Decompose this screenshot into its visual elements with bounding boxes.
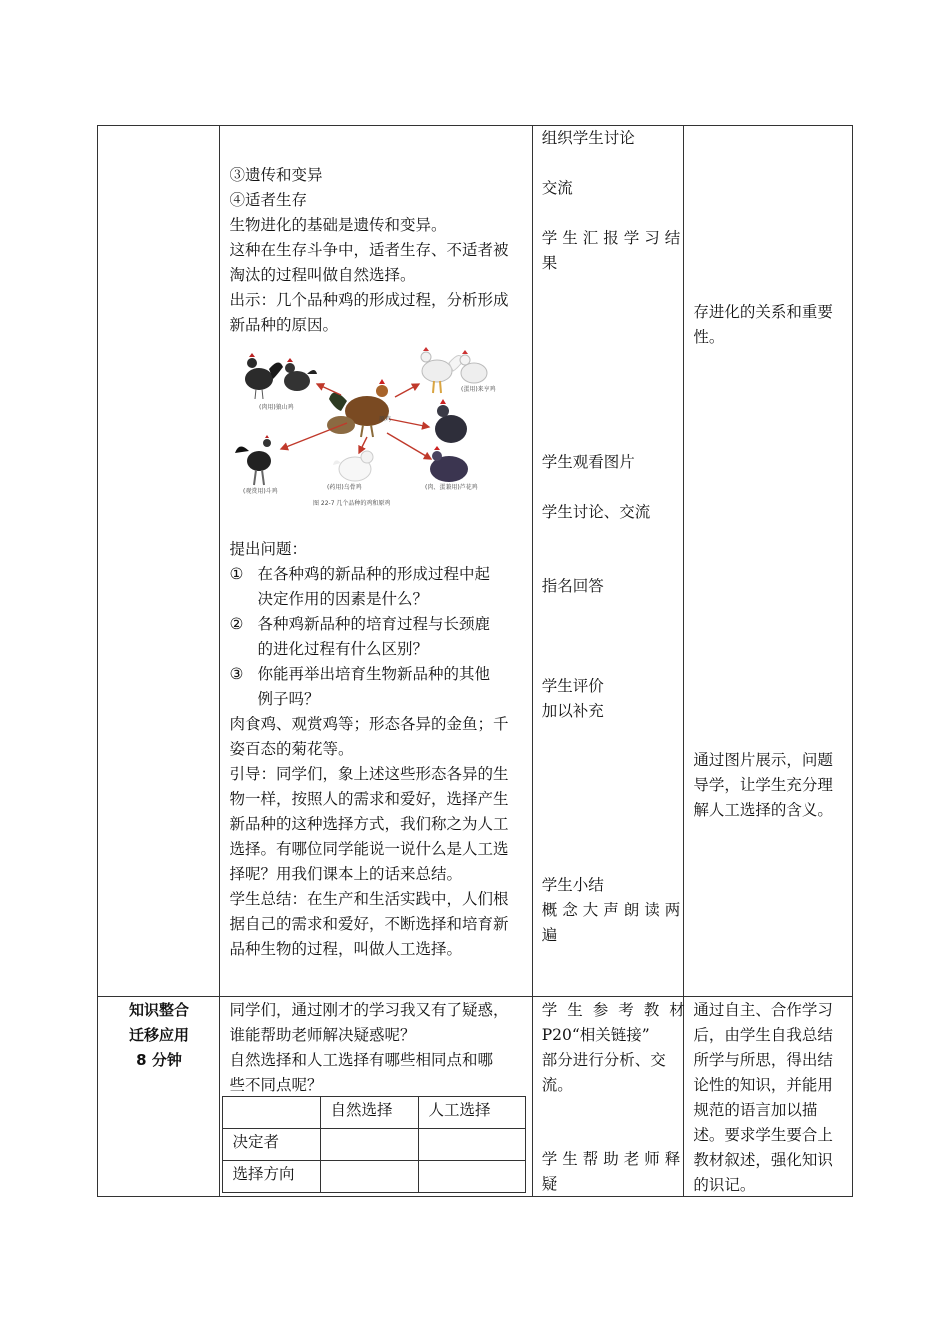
figure-label: (药用)乌骨鸡	[327, 484, 363, 491]
text-line: 存进化的关系和重要	[693, 303, 833, 321]
text-line: 物一样，按照人的需求和爱好，选择产生	[229, 790, 509, 808]
chicken-icon	[245, 353, 317, 399]
lesson-plan-table	[97, 125, 853, 1197]
text-line: 规范的语言加以描	[693, 1101, 818, 1119]
text-line: 交流	[541, 179, 573, 197]
table-row	[223, 1129, 526, 1161]
text-line: 指名回答	[541, 577, 604, 595]
text-line: 所学与所思，得出结	[693, 1051, 833, 1069]
questions-title: 提出问题：	[229, 540, 307, 558]
text-line: 导学，让学生充分理	[693, 776, 833, 794]
text-line: 通过自主、合作学习	[693, 1001, 833, 1019]
teacher-activity-cell	[220, 997, 532, 1197]
question-number: ①	[229, 565, 244, 583]
question-item	[229, 562, 490, 587]
table-cell: 选择方向	[223, 1161, 321, 1193]
text-line: 加以补充	[541, 702, 604, 720]
text-line: 选择。有哪位同学能说一说什么是人工选	[229, 840, 509, 858]
table-cell: 决定者	[223, 1129, 321, 1161]
text-line: 遍	[541, 926, 558, 944]
question-item	[229, 662, 490, 687]
text-line: 学生汇报学习结	[541, 229, 686, 247]
question-text: 在各种鸡的新品种的形成过程中起	[257, 565, 490, 583]
question-text: 决定作用的因素是什么？	[257, 590, 428, 608]
question-text: 例子吗？	[257, 690, 320, 708]
text-line: 学生帮助老师释	[541, 1150, 686, 1168]
text-line: 出示：几个品种鸡的形成过程，分析形成	[229, 291, 509, 309]
text-line: 果	[541, 254, 558, 272]
text-line: 新品种的这种选择方式，我们称之为人工	[229, 815, 509, 833]
table-row	[223, 1161, 526, 1193]
text-line: 这种在生存斗争中，适者生存、不适者被	[229, 241, 509, 259]
table-row	[223, 1097, 526, 1129]
table-cell	[419, 1161, 526, 1193]
text-line: 学生评价	[541, 677, 604, 695]
text-line: 谁能帮助老师解决疑惑呢？	[229, 1026, 416, 1044]
comparison-table	[222, 1096, 526, 1193]
phase-cell	[98, 997, 220, 1197]
figure-label: (观赏用)斗鸡	[243, 488, 279, 495]
question-item	[229, 612, 490, 637]
question-number: ②	[229, 615, 244, 633]
text-line: 学生观看图片	[541, 453, 635, 471]
chicken-breeds-figure	[229, 339, 504, 517]
question-text: 你能再举出培育生物新品种的其他	[257, 665, 490, 683]
text-line: 学生讨论、交流	[541, 503, 651, 521]
text-line: ④适者生存	[229, 191, 307, 209]
table-cell	[223, 1097, 321, 1129]
table-header: 人工选择	[419, 1097, 526, 1129]
phase-title: 迁移应用	[128, 1026, 189, 1044]
figure-label: (肉用)狼山鸡	[259, 404, 295, 411]
text-line: 据自己的需求和爱好，不断选择和培育新	[229, 915, 509, 933]
text-line: 后，由学生自我总结	[693, 1026, 833, 1044]
question-number: ③	[229, 665, 244, 683]
text-line: 学生小结	[541, 876, 604, 894]
text-line: 的识记。	[693, 1176, 756, 1194]
figure-label: (蛋用)来亨鸡	[461, 386, 497, 393]
text-line: 些不同点呢？	[229, 1076, 323, 1094]
phase-cell-empty	[98, 126, 220, 997]
text-line: 学生总结：在生产和生活实践中，人们根	[229, 890, 509, 908]
text-line: 流。	[541, 1076, 573, 1094]
question-text: 的进化过程有什么区别？	[257, 640, 428, 658]
chicken-breeds-image	[229, 339, 504, 517]
chicken-icon	[430, 399, 468, 482]
chicken-icon	[327, 379, 392, 437]
text-line: 部分进行分析、交	[541, 1051, 666, 1069]
table-row	[98, 997, 853, 1197]
text-line: 引导：同学们，象上述这些形态各异的生	[229, 765, 509, 783]
design-intent-cell	[684, 126, 853, 997]
text-line: P20“相关链接”	[541, 1026, 650, 1044]
text-line: 论性的知识，并能用	[693, 1076, 833, 1094]
chicken-icon	[235, 435, 271, 485]
phase-duration: 8 分钟	[136, 1051, 182, 1069]
text-line: 姿百态的菊花等。	[229, 740, 354, 758]
text-line: 教材叙述，强化知识	[693, 1151, 833, 1169]
text-line: 疑	[541, 1175, 558, 1193]
table-header: 自然选择	[321, 1097, 419, 1129]
table-row	[98, 126, 853, 997]
teacher-activity-cell	[220, 126, 532, 997]
text-line: 同学们，通过刚才的学习我又有了疑惑，	[229, 1001, 509, 1019]
phase-title: 知识整合	[128, 1001, 189, 1019]
text-line: 通过图片展示，问题	[693, 751, 833, 769]
text-line: 述。要求学生要合上	[693, 1126, 833, 1144]
student-activity-cell	[532, 126, 684, 997]
text-line: 概念大声朗读两	[541, 901, 686, 919]
text-line: 新品种的原因。	[229, 316, 338, 334]
chicken-icon	[333, 451, 373, 481]
student-activity-cell	[532, 997, 695, 1197]
text-line: 生物进化的基础是遗传和变异。	[229, 216, 447, 234]
table-cell	[321, 1129, 419, 1161]
figure-label: (肉、蛋兼用)芦花鸡	[425, 484, 479, 491]
table-cell	[419, 1129, 526, 1161]
question-text: 各种鸡新品种的培育过程与长颈鹿	[257, 615, 490, 633]
text-line: ③遗传和变异	[229, 166, 323, 184]
text-line: 择呢？用我们课本上的话来总结。	[229, 865, 462, 883]
figure-label: 原鸡	[379, 416, 392, 423]
text-line: 学生参考教材	[541, 1001, 695, 1019]
text-line: 组织学生讨论	[541, 129, 635, 147]
text-line: 解人工选择的含义。	[693, 801, 833, 819]
design-intent-cell	[684, 997, 853, 1197]
text-line: 自然选择和人工选择有哪些相同点和哪	[229, 1051, 493, 1069]
table-cell	[321, 1161, 419, 1193]
text-line: 肉食鸡、观赏鸡等；形态各异的金鱼；千	[229, 715, 509, 733]
text-line: 淘汰的过程叫做自然选择。	[229, 266, 416, 284]
text-line: 性。	[693, 328, 725, 346]
figure-caption: 图 22-7 几个品种的鸡和原鸡	[313, 500, 391, 507]
text-line: 品种生物的过程，叫做人工选择。	[229, 940, 462, 958]
